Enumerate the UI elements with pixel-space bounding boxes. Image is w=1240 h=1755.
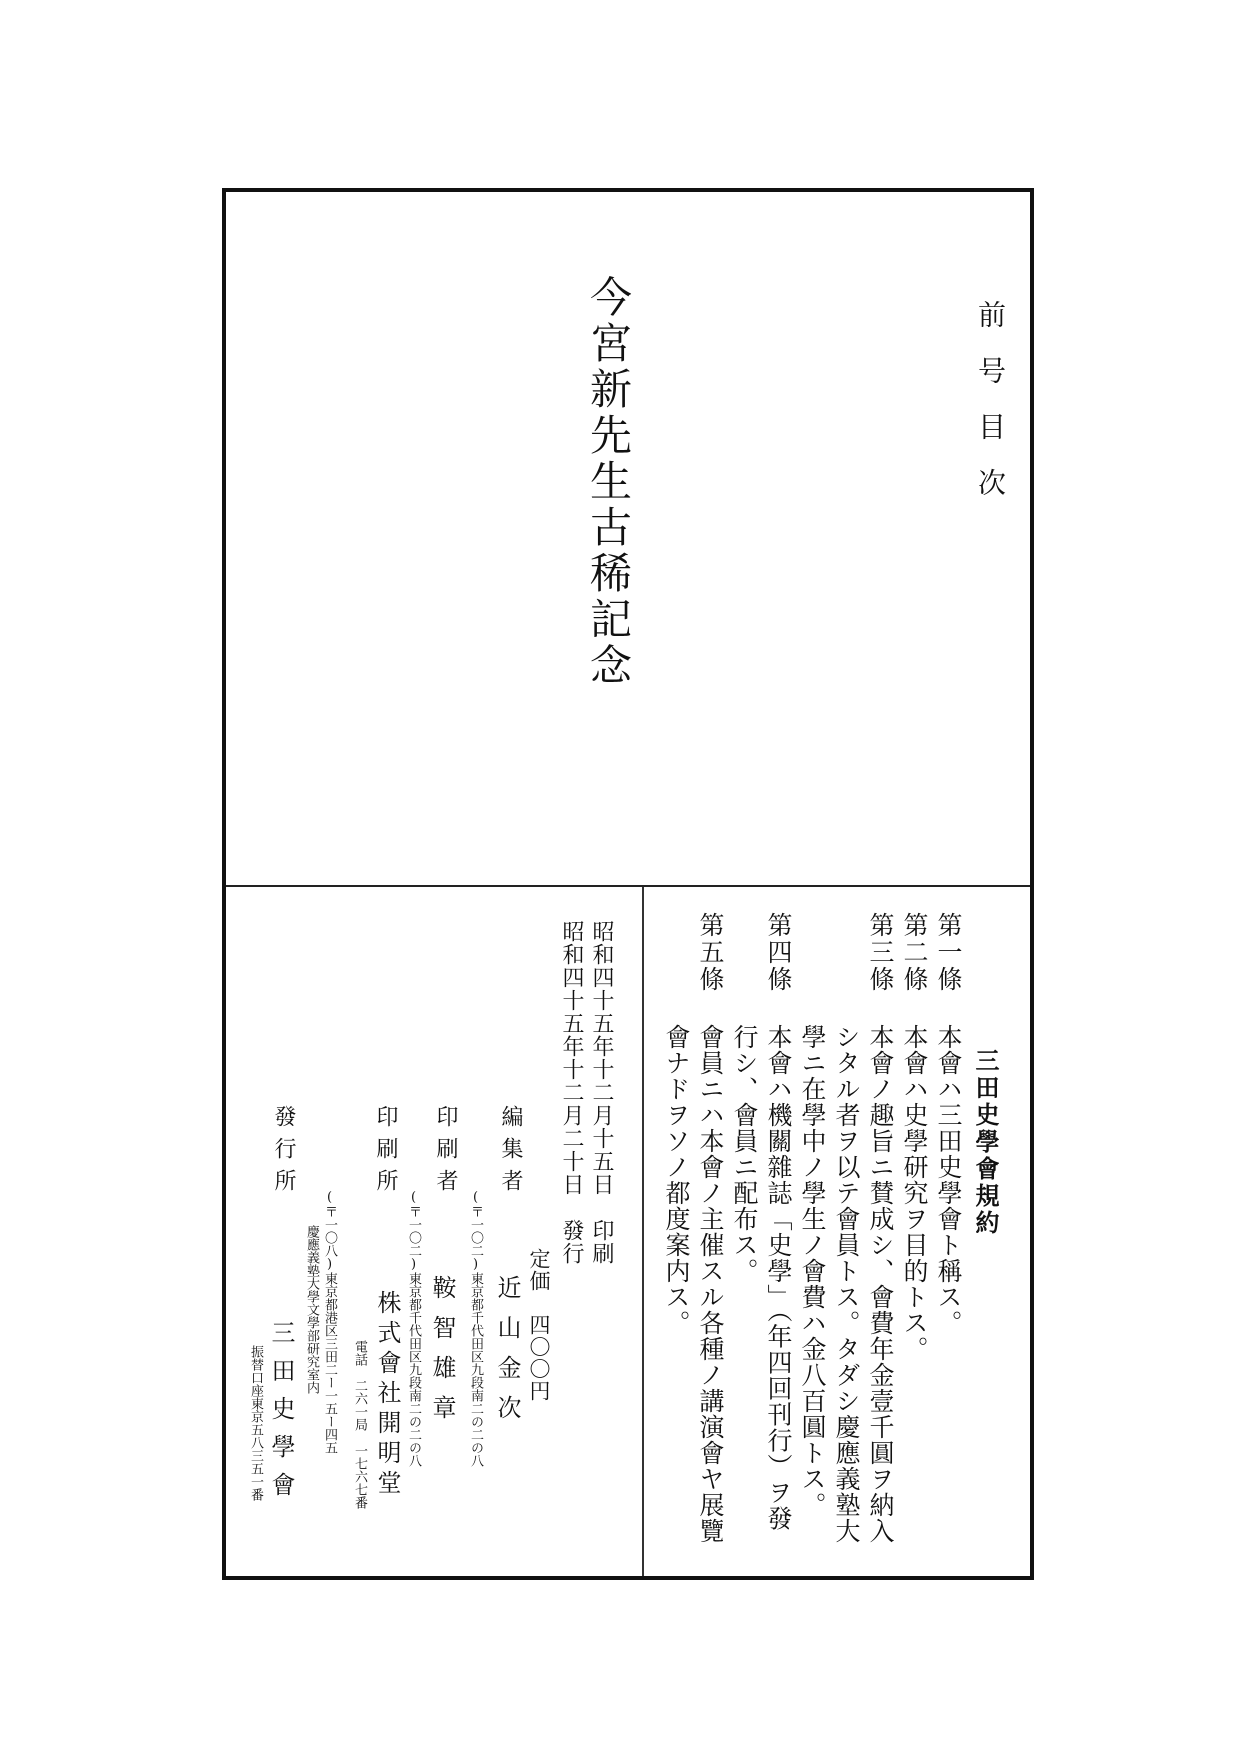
article-text-line: 本會ハ三田史學會ト稱ス。 (934, 1024, 963, 1336)
article-label: 第一條 (934, 912, 963, 993)
article-text-line: 學ニ在學中ノ學生ノ會費ハ金八百圓トス。 (798, 1024, 827, 1518)
printer-role: 印刷者 (433, 1105, 458, 1201)
date-printed: 昭和四十五年十二月十五日 印刷 (589, 920, 614, 1265)
article-label: 第五條 (696, 912, 725, 993)
publisher-name: 三田史學會 (267, 1320, 295, 1510)
price: 定価 四〇〇円 (527, 1248, 551, 1402)
article-text-line: 本會ハ機關雜誌「史學」（年四回刊行）ヲ發 (764, 1024, 793, 1532)
printshop-address: (〒一〇二)東京都千代田区九段南二の二の八 (406, 1190, 421, 1467)
article-label: 第四條 (764, 912, 793, 993)
printshop-phone: 電話 二六一局 一七六七番 (352, 1340, 367, 1509)
publisher-address: 慶應義塾大學文學部研究室内 (304, 1225, 319, 1394)
article-text-line: 行シ、會員ニ配布ス。 (730, 1024, 759, 1284)
date-issued: 昭和四十五年十二月二十日 發行 (559, 920, 584, 1265)
vertical-divider (642, 887, 644, 1576)
editor-name: 近山金次 (493, 1275, 521, 1435)
previous-issue-heading: 前号目次 (974, 300, 1007, 524)
article-label: 第二條 (900, 912, 929, 993)
editor-role: 編集者 (498, 1105, 523, 1201)
publisher-address: (〒一〇八)東京都港区三田二ー一五ー四五 (322, 1190, 337, 1454)
article-text-line: 會員ニハ本會ノ主催スル各種ノ講演會ヤ展覽 (696, 1024, 725, 1544)
article-label: 第三條 (866, 912, 895, 993)
publisher-role: 發行所 (271, 1105, 296, 1201)
article-text-line: 本會ハ史學研究ヲ目的トス。 (900, 1024, 929, 1362)
article-text-line: 會ナドヲソノ都度案内ス。 (662, 1024, 691, 1336)
publisher-account: 振替口座東京五八三五一番 (248, 1345, 263, 1501)
horizontal-divider (226, 885, 1030, 887)
article-text-line: 本會ノ趣旨ニ賛成シ、會費年金壹千圓ヲ納入 (866, 1024, 895, 1544)
editor-address: (〒一〇二)東京都千代田区九段南二の二の八 (468, 1190, 483, 1467)
printer-name: 鞍智雄章 (428, 1275, 456, 1435)
article-text-line: シタル者ヲ以テ會員トス。タダシ慶應義塾大 (832, 1024, 861, 1544)
printshop-name: 株式會社開明堂 (373, 1290, 401, 1500)
main-title: 今宮新先生古稀記念 (584, 275, 633, 689)
printshop-role: 印刷所 (373, 1105, 398, 1201)
rules-title: 三田史學會規約 (971, 1048, 1000, 1237)
